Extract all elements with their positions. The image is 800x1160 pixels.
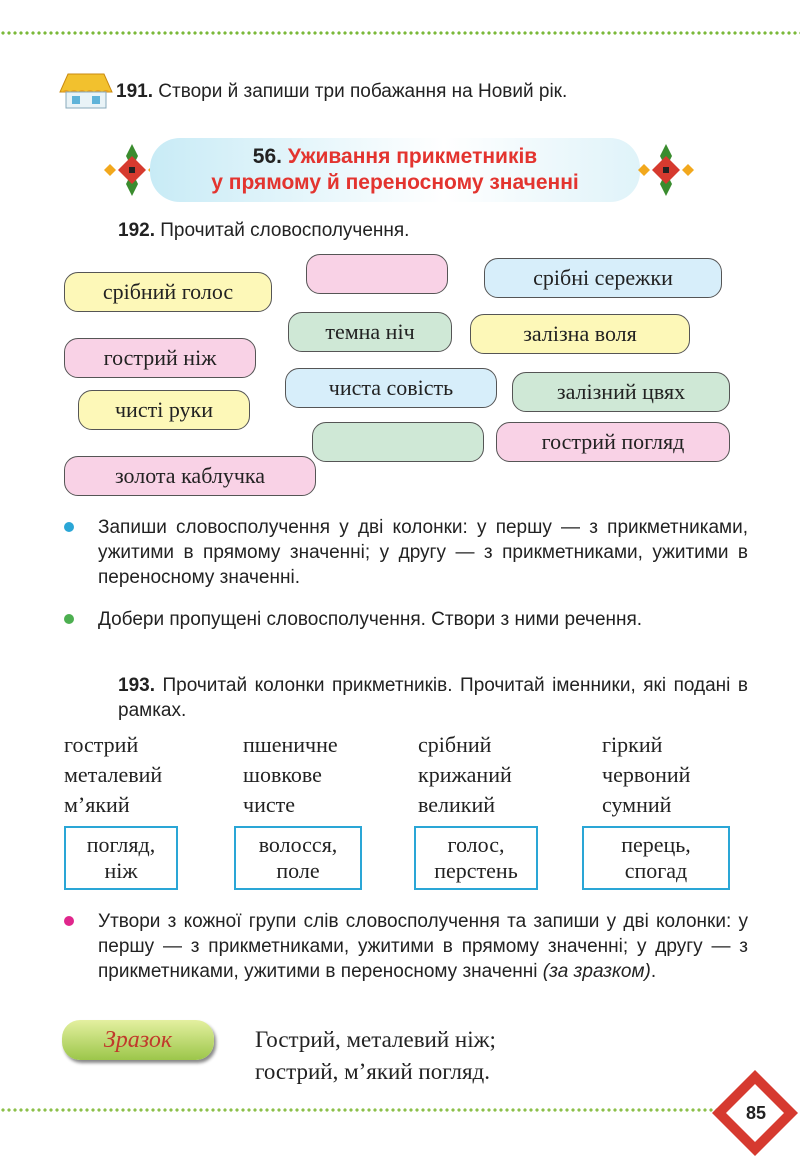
phrase-chip: чиста совість (285, 368, 497, 408)
adjective: сумний (602, 792, 672, 817)
phrase-chip-empty (312, 422, 484, 462)
noun: перець, (621, 832, 691, 857)
instruction-end: . (650, 961, 657, 982)
adjective: срібний (418, 732, 492, 757)
task-191 (116, 79, 567, 104)
task-number: 191. (116, 81, 153, 102)
task-193 (118, 673, 748, 723)
adjective: шовкове (243, 762, 322, 787)
adjective-column-2 (243, 730, 338, 820)
noun: перстень (434, 858, 518, 883)
phrase-chip: чисті руки (78, 390, 250, 430)
adjective-column-3 (418, 730, 512, 820)
adjective: металевий (64, 762, 163, 787)
task-text: Прочитай колонки прикметників. Прочитай іменники, які подані в рамках. (118, 675, 749, 721)
task-text: Прочитай словосполучення. (160, 220, 410, 241)
noun: спогад (624, 858, 688, 883)
adjective: великий (418, 792, 496, 817)
instruction-main: Утвори з кожної групи слів словосполучення та запиши у дві колонки: у першу — з прикметниками, ужитими в прямому значенні; у другу — з прикметниками, ужитими в переносному значенні (98, 911, 748, 982)
lesson-title-line1: Уживання прикметників (287, 145, 538, 168)
noun-frame-1 (64, 826, 178, 890)
phrase-chip: срібний голос (64, 272, 272, 312)
instruction-text: Добери пропущені словосполучення. Створи з ними речення. (98, 609, 643, 630)
adjective: червоний (602, 762, 691, 787)
adjective: гіркий (602, 732, 663, 757)
adjective: м’який (64, 792, 130, 817)
house-icon (58, 72, 114, 110)
noun: волосся, (258, 832, 338, 857)
phrase-chip: залізний цвях (512, 372, 730, 412)
sample-label: Зразок (62, 1020, 214, 1060)
task-text: Створи й запиши три побажання на Новий рік. (158, 81, 568, 102)
noun-frame-4 (582, 826, 730, 890)
noun-frame-2 (234, 826, 362, 890)
adjective: гострий (64, 732, 139, 757)
adjective-column-4 (602, 730, 690, 820)
bullet-green (64, 614, 74, 624)
adjective: пшеничне (243, 732, 338, 757)
top-dotted-border (0, 30, 800, 36)
page-number: 85 (745, 1103, 767, 1123)
noun: ніж (104, 858, 138, 883)
lesson-title-line2: у прямому й переносному значенні (211, 171, 579, 194)
sample-text (255, 1024, 496, 1088)
task-number: 193. (118, 675, 155, 696)
task-192 (118, 218, 409, 243)
lesson-title-banner (150, 138, 640, 202)
instruction-text: Запиши словосполучення у дві колонки: у першу — з прикметниками, ужитими в прямому значенні; у другу — з прикметниками, ужитими в переносному значенні. (98, 517, 748, 588)
adjective-column-1 (64, 730, 162, 820)
phrase-chip: золота каблучка (64, 456, 316, 496)
lesson-number: 56. (252, 145, 282, 168)
bullet-blue (64, 522, 74, 532)
noun: погляд, (86, 832, 156, 857)
phrase-chip: срібні сережки (484, 258, 722, 298)
phrase-chip: залізна воля (470, 314, 690, 354)
phrase-chip: темна ніч (288, 312, 452, 352)
instruction-italic: (за зразком) (542, 961, 651, 982)
task-number: 192. (118, 220, 155, 241)
sample-line: гострий, м’який погляд. (255, 1059, 491, 1084)
embroidery-ornament-right-icon (636, 142, 696, 198)
instruction-text (98, 909, 748, 984)
adjective: крижаний (418, 762, 512, 787)
adjective: чисте (243, 792, 295, 817)
noun-frame-3 (414, 826, 538, 890)
noun: поле (276, 858, 320, 883)
phrase-chip-empty (306, 254, 448, 294)
phrase-chip: гострий ніж (64, 338, 256, 378)
bullet-magenta (64, 916, 74, 926)
bottom-dotted-border (0, 1107, 720, 1113)
noun: голос, (447, 832, 505, 857)
phrase-chip: гострий погляд (496, 422, 730, 462)
sample-line: Гострий, металевий ніж; (255, 1027, 496, 1052)
